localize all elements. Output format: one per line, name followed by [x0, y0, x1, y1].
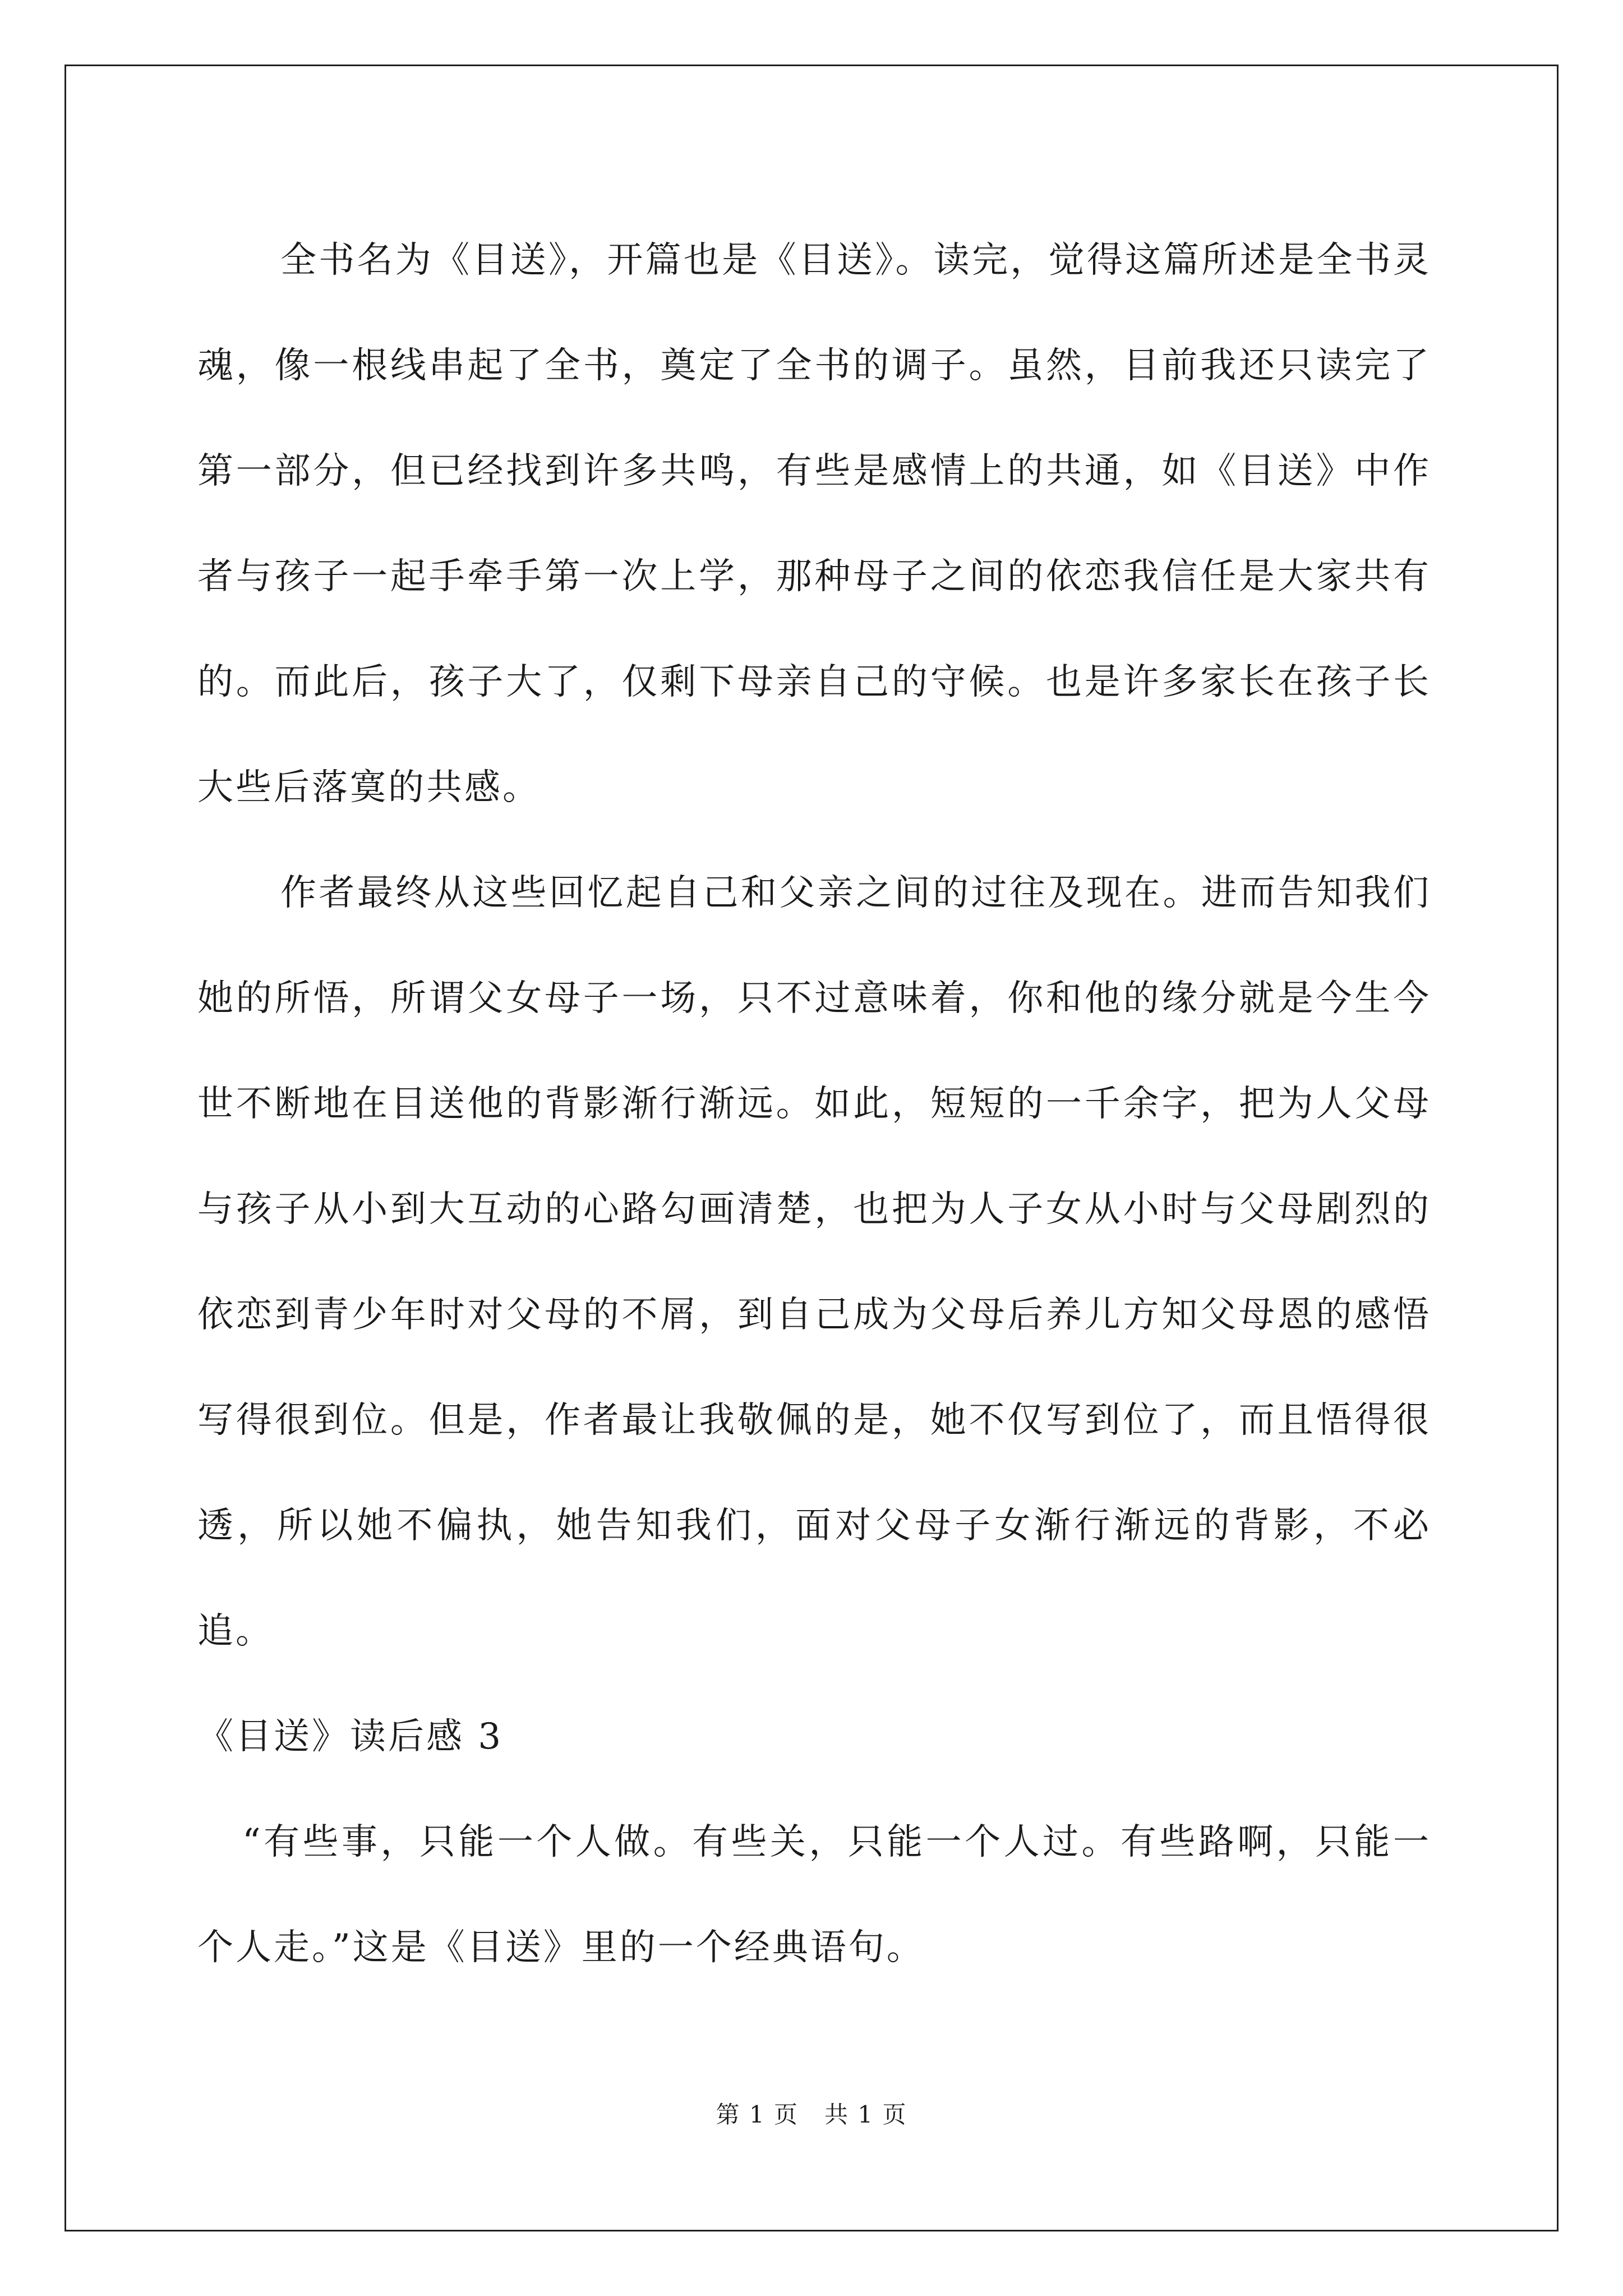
page-number: 第 1 页 — [716, 2101, 799, 2128]
document-body — [197, 208, 1431, 2000]
paragraph-2: 作者最终从这些回忆起自己和父亲之间的过往及现在。进而告知我们她的所悟，所谓父女母子一场，只不过意味着，你和他的缘分就是今生今世不断地在目送他的背影渐行渐远。如此，短短的一千余字，把为人父母与孩子从小到大互动的心路勾画清楚，也把为人子女从小时与父母剧烈的依恋到青少年时对父母的不屑，到自己成为父母后养儿方知父母恩的感悟写得很到位。但是，作者最让我敬佩的是，她不仅写到位了，而且悟得很透，所以她不偏执，她告知我们，面对父母子女渐行渐远的背影，不必追。 — [197, 872, 1431, 1652]
paragraph-1: 全书名为《目送》，开篇也是《目送》。读完，觉得这篇所述是全书灵魂，像一根线串起了全书，奠定了全书的调子。虽然，目前我还只读完了第一部分，但已经找到许多共鸣，有些是感情上的共通，如《目送》中作者与孩子一起手牵手第一次上学，那种母子之间的依恋我信任是大家共有的。而此后，孩子大了，仅剩下母亲自己的守候。也是许多家长在孩子长大些后落寞的共感。 — [197, 240, 1431, 808]
footer-gap — [799, 2101, 824, 2128]
page-footer — [0, 2098, 1623, 2132]
page-total: 共 1 页 — [824, 2101, 907, 2128]
section-title: 《目送》读后感 3 — [197, 1716, 504, 1757]
quote-paragraph: “有些事，只能一个人做。有些关，只能一个人过。有些路啊，只能一个人走。”这是《目送》里的一个经典语句。 — [197, 1821, 1431, 1968]
